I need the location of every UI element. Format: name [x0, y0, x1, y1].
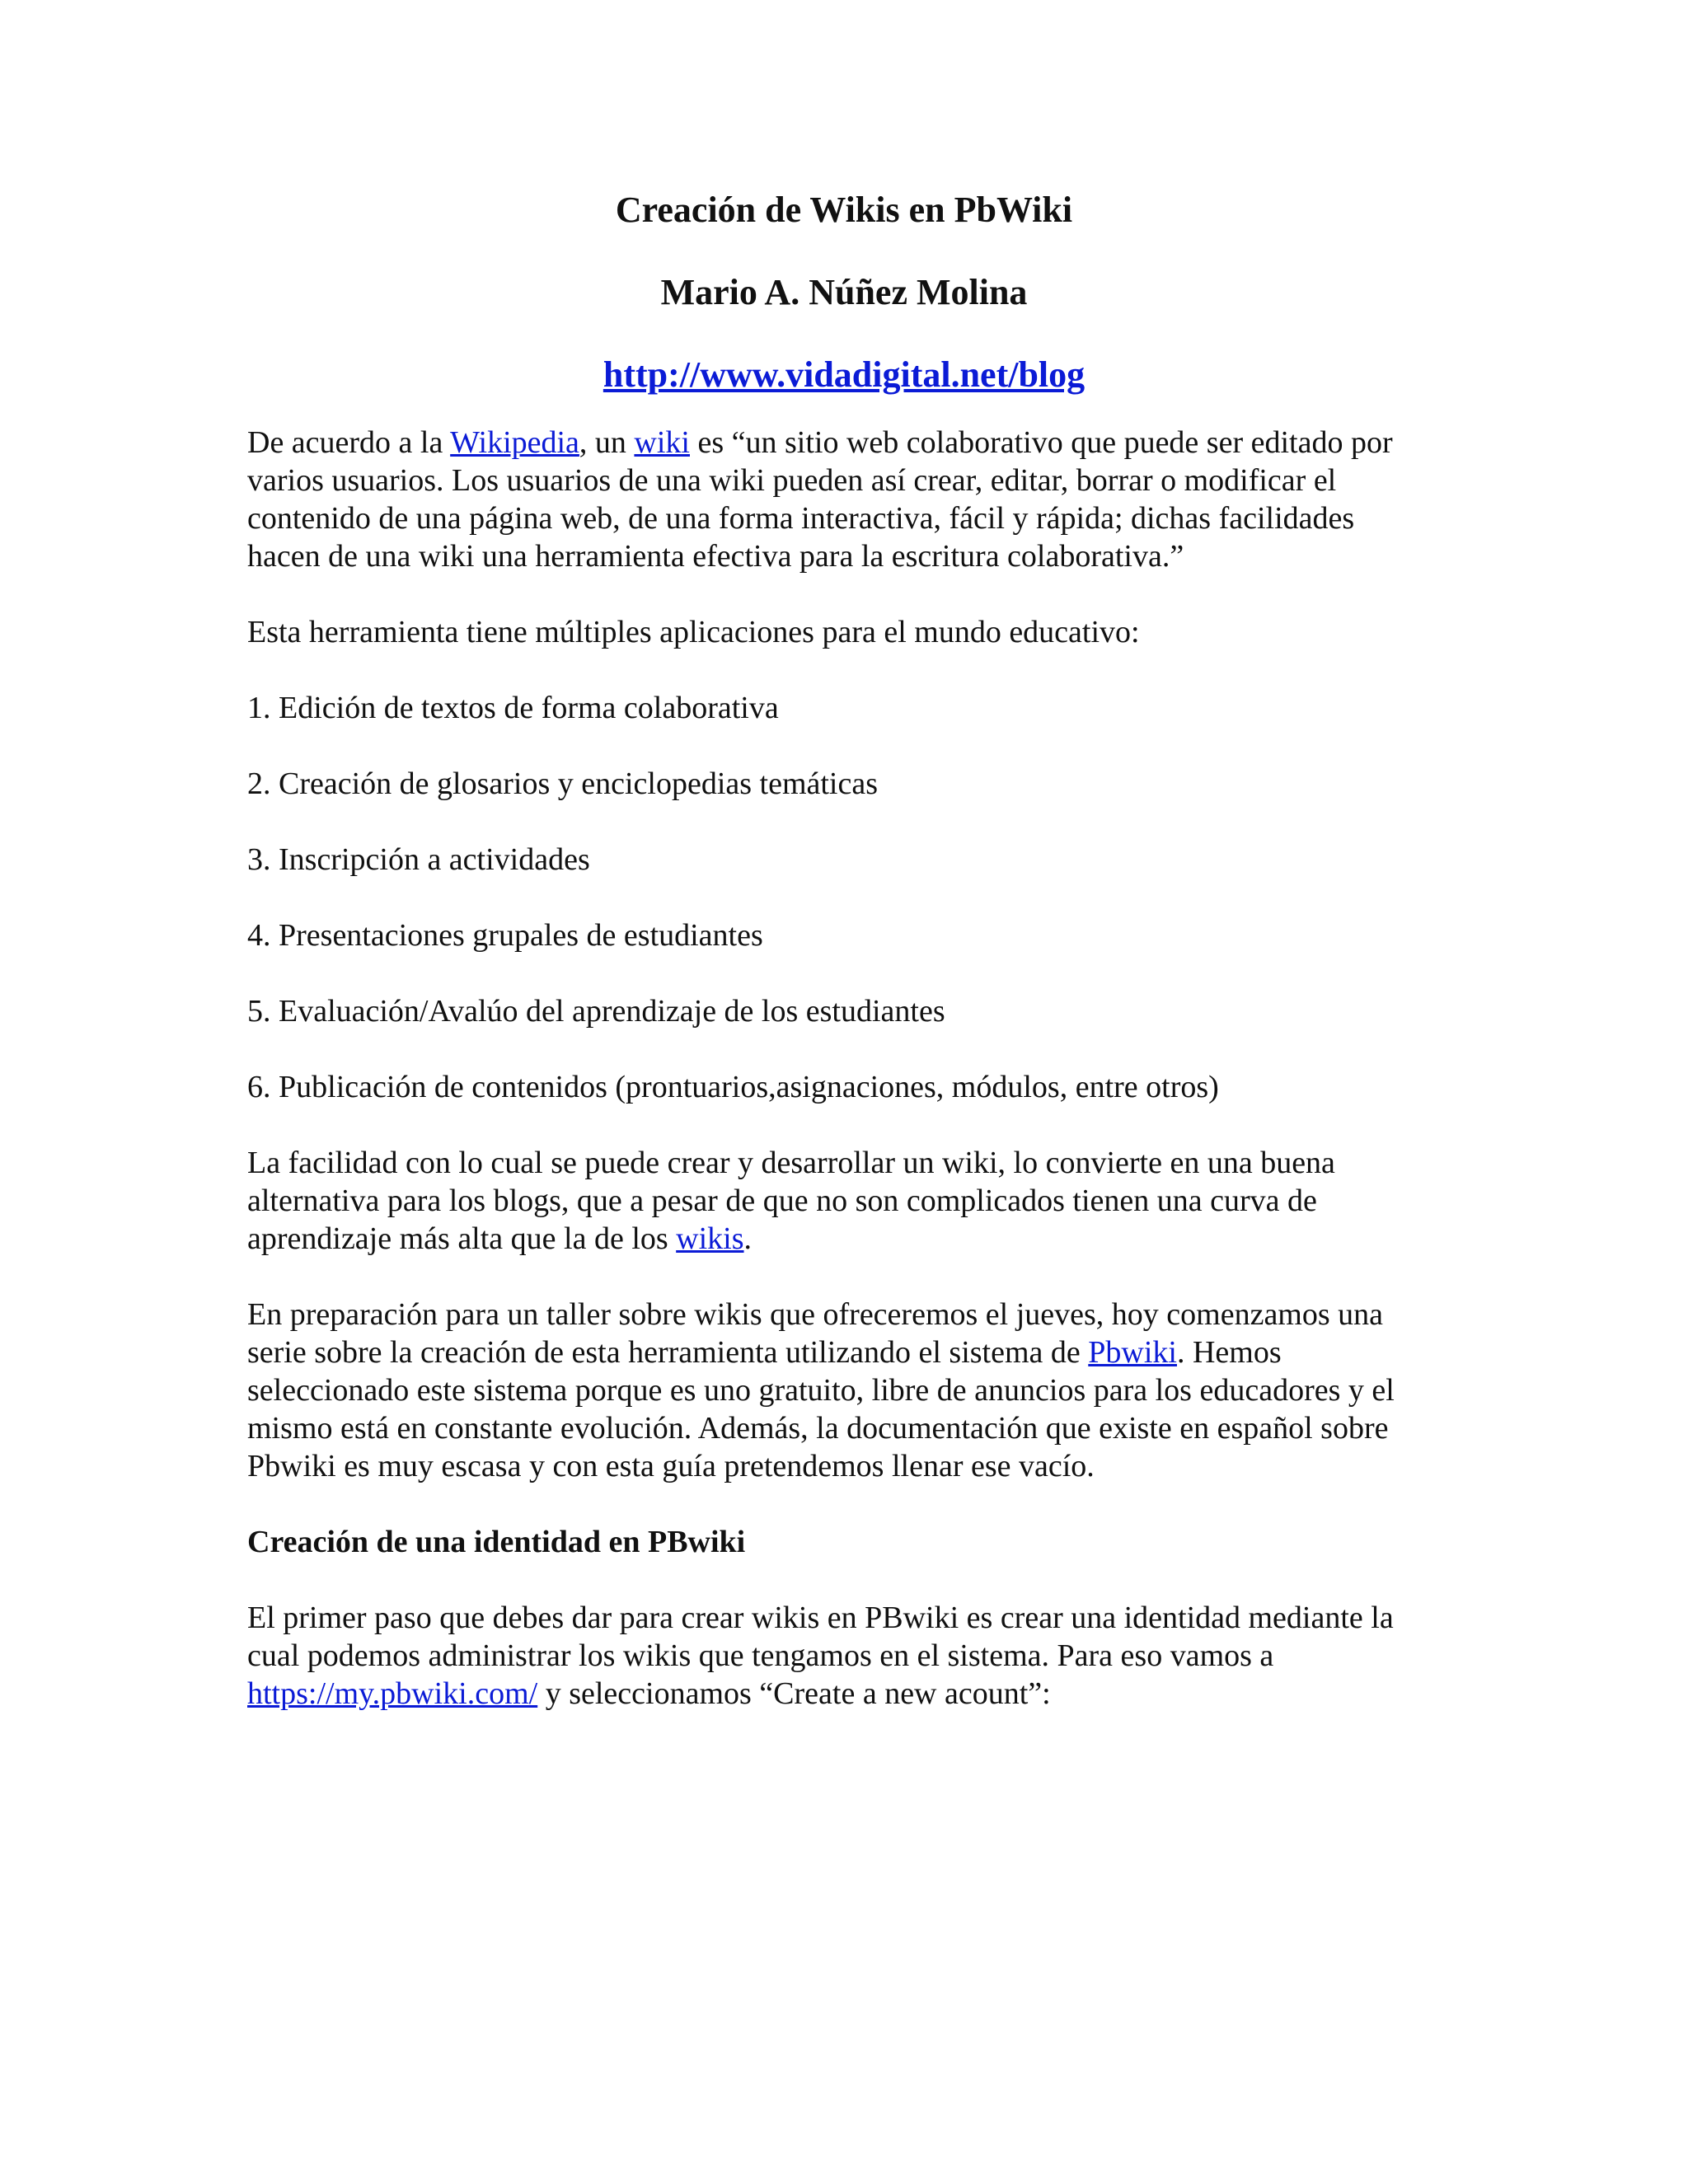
para3-text-1: En preparación para un taller sobre wikis que ofreceremos el jueves, hoy comenzamos una serie sobre la creación de esta herramienta utilizando el sistema de — [247, 1297, 1384, 1370]
list-item: 5. Evaluación/Avalúo del aprendizaje de los estudiantes — [247, 994, 945, 1029]
title-block — [0, 188, 1688, 397]
list-item: 3. Inscripción a actividades — [247, 842, 590, 877]
list-item: 4. Presentaciones grupales de estudiantes — [247, 918, 763, 953]
para2-text-2: . — [743, 1221, 753, 1256]
wikipedia-link[interactable]: Wikipedia — [450, 425, 579, 460]
para2-text-1: La facilidad con lo cual se puede crear y desarrollar un wiki, lo convierte en una buena alternativa para los blogs, que a pesar de que no son complicados tienen una curva de aprendizaje más alta que la de los — [247, 1146, 1335, 1256]
para4-text-2: y seleccionamos “Create a new acount”: — [537, 1676, 1051, 1711]
pbwiki-link[interactable]: Pbwiki — [1088, 1335, 1177, 1370]
identity-paragraph — [247, 1599, 1434, 1713]
document-author: Mario A. Núñez Molina — [660, 272, 1028, 312]
author-url-link[interactable]: http://www.vidadigital.net/blog — [603, 354, 1085, 395]
para3-text-2: . Hemos seleccionado este sistema porque es uno gratuito, libre de anuncios para los educadores y el mismo está en constante evolución. Además, la documentación que existe en español sobre Pbwiki es muy escasa y con esta guía pretendemos llenar ese vacío. — [247, 1335, 1395, 1483]
applications-list — [247, 689, 1434, 1106]
wiki-link[interactable]: wiki — [634, 425, 690, 460]
section-heading: Creación de una identidad en PBwiki — [247, 1525, 746, 1559]
intro-text-2: , un — [579, 425, 635, 460]
workshop-paragraph — [247, 1296, 1434, 1485]
my-pbwiki-link[interactable]: https://my.pbwiki.com/ — [247, 1676, 538, 1711]
para4-text-1: El primer paso que debes dar para crear wikis en PBwiki es crear una identidad mediante la cual podemos administrar los wikis que tengamos en el sistema. Para eso vamos a — [247, 1601, 1394, 1673]
list-item: 6. Publicación de contenidos (prontuarios,asignaciones, módulos, entre otros) — [247, 1070, 1219, 1104]
blogs-comparison-paragraph — [247, 1144, 1434, 1258]
document-content — [247, 188, 1434, 1750]
list-item: 1. Edición de textos de forma colaborativa — [247, 691, 779, 725]
document-title: Creación de Wikis en PbWiki — [615, 190, 1073, 230]
intro-text-3: es “un sitio web colaborativo que puede ser editado por varios usuarios. Los usuarios de una wiki pueden así crear, editar, borrar o modificar el contenido de una página web, de una forma interactiva, fácil y rápida; dichas facilidades hacen de una wiki una herramienta efectiva para la escritura colaborativa.” — [247, 425, 1393, 574]
list-item: 2. Creación de glosarios y enciclopedias temáticas — [247, 766, 879, 801]
author-url-heading — [0, 353, 1688, 397]
applications-intro: Esta herramienta tiene múltiples aplicaciones para el mundo educativo: — [247, 615, 1140, 649]
wikis-link[interactable]: wikis — [676, 1221, 744, 1256]
intro-paragraph — [247, 424, 1434, 575]
intro-text-1: De acuerdo a la — [247, 425, 451, 460]
